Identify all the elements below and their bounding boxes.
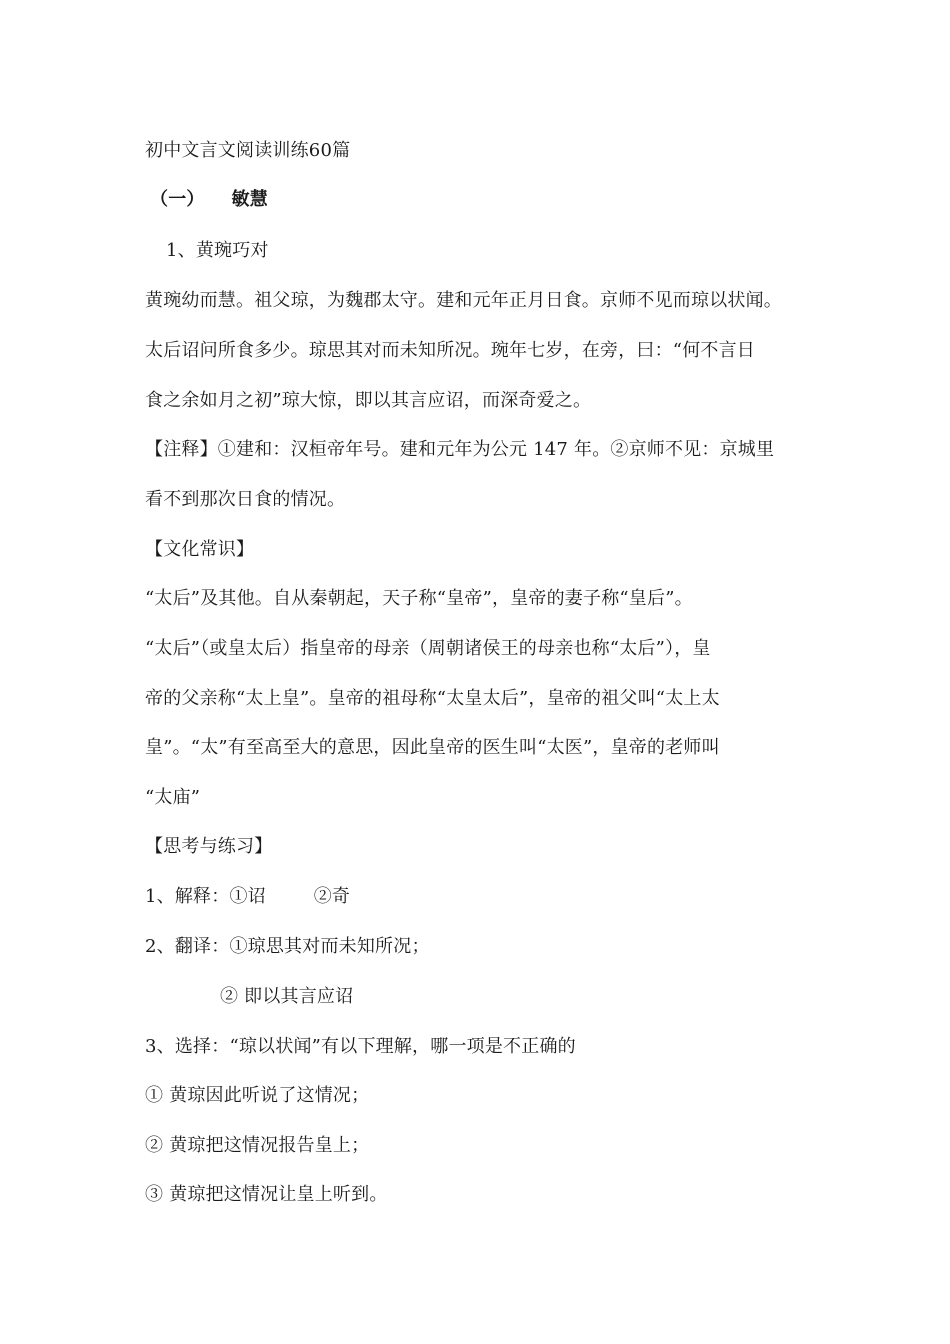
question-1 bbox=[145, 885, 350, 909]
exercise-heading: 【思考与练习】 bbox=[145, 836, 273, 857]
section-name: 敏慧 bbox=[231, 189, 268, 210]
culture-heading: 【文化常识】 bbox=[145, 539, 255, 560]
question-1-label: 1、解释：①诏 bbox=[145, 886, 266, 907]
section-number: （一） bbox=[150, 189, 205, 210]
question-2: 2、翻译：①琼思其对而未知所况； bbox=[145, 936, 430, 957]
culture-line-4: 皇”。“太”有至高至大的意思，因此皇帝的医生叫“太医”，皇帝的老师叫 bbox=[145, 737, 720, 758]
section-heading bbox=[150, 188, 268, 212]
passage-line-2: 太后诏问所食多少。琼思其对而未知所况。琬年七岁，在旁，曰：“何不言日 bbox=[145, 340, 755, 361]
culture-line-5: “太庙” bbox=[145, 787, 201, 808]
option-1: ① 黄琼因此听说了这情况； bbox=[145, 1085, 370, 1106]
passage-line-3: 食之余如月之初”琼大惊，即以其言应诏，而深奇爱之。 bbox=[145, 390, 592, 411]
culture-line-3: 帝的父亲称“太上皇”。皇帝的祖母称“太皇太后”，皇帝的祖父叫“太上太 bbox=[145, 688, 720, 709]
culture-line-2: “太后”（或皇太后）指皇帝的母亲（周朝诸侯王的母亲也称“太后”），皇 bbox=[145, 638, 711, 659]
story-title: 1、黄琬巧对 bbox=[166, 240, 269, 261]
question-2-part-2: ② 即以其言应诏 bbox=[220, 986, 354, 1007]
option-2: ② 黄琼把这情况报告皇上； bbox=[145, 1135, 370, 1156]
culture-line-1: “太后”及其他。自从秦朝起，天子称“皇帝”，皇帝的妻子称“皇后”。 bbox=[145, 588, 693, 609]
question-1-part-2: ②奇 bbox=[313, 886, 351, 907]
passage-line-1: 黄琬幼而慧。祖父琼，为魏郡太守。建和元年正月日食。京师不见而琼以状闻。 bbox=[145, 290, 782, 311]
notes-line-2: 看不到那次日食的情况。 bbox=[145, 489, 346, 510]
option-3: ③ 黄琼把这情况让皇上听到。 bbox=[145, 1184, 388, 1205]
notes-line-1: 【注释】①建和：汉桓帝年号。建和元年为公元 147 年。②京师不见：京城里 bbox=[145, 439, 775, 460]
question-3: 3、选择：“琼以状闻”有以下理解，哪一项是不正确的 bbox=[145, 1036, 576, 1057]
document-title: 初中文言文阅读训练60篇 bbox=[145, 140, 351, 161]
